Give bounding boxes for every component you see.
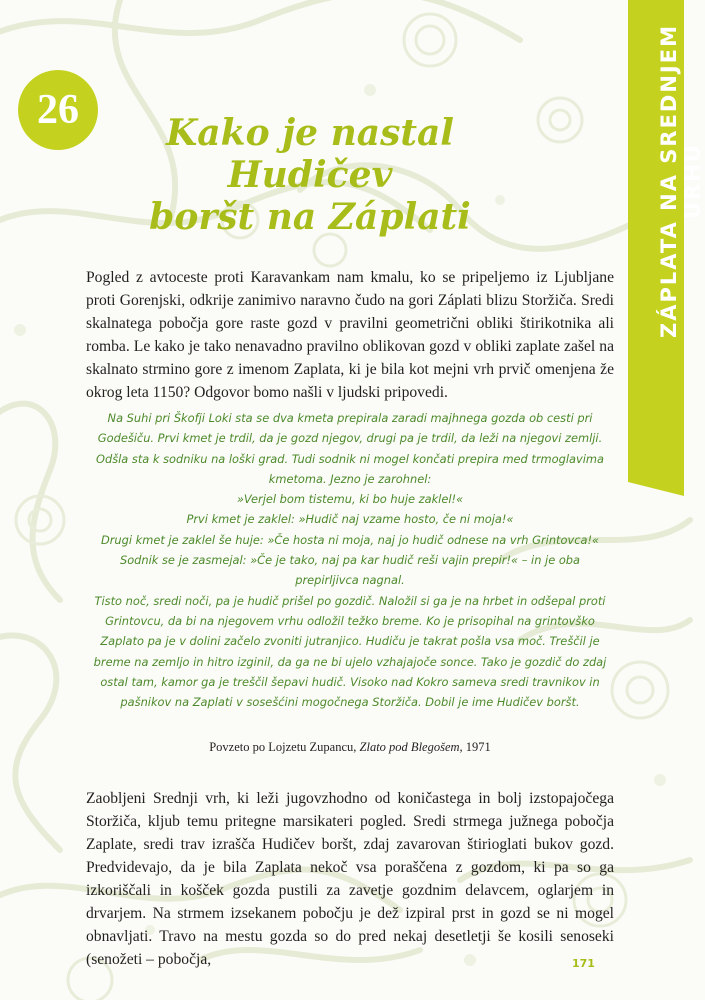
- quote-line: Sodnik se je zasmejal: »Če je tako, naj pa kar hudič reši vajin prepir!« – in je oba: [119, 553, 581, 568]
- quote-line: Tisto noč, sredi noči, pa je hudič prišel po gozdič. Naložil si ga je na hrbet in odšepal proti: [94, 593, 606, 608]
- quote-line: ostal tam, kamor ga je treščil šepavi hudič. Visoko nad Kokro sameva sredi travnikov in: [100, 674, 600, 689]
- credit-prefix: Povzeto po Lojzetu Zupancu,: [209, 740, 360, 754]
- quote-line: Zaplato pa je v dolini začelo zvoniti jutranjico. Hudiču je takrat pošla vsa moč. Treščil je: [100, 634, 600, 649]
- quote-line: prepirljivca nagnal.: [295, 573, 405, 588]
- title-line-2: boršt na Záplati: [149, 196, 471, 238]
- side-tab-label: ZÁPLATA NA SREDNJEM URHU: [657, 24, 705, 338]
- page-title: [100, 112, 520, 238]
- title-line-1: Kako je nastal Hudičev: [166, 112, 454, 196]
- credit-work-title: Zlato pod Blegošem: [359, 740, 460, 754]
- quote-line: pašnikov na Zaplati v sosešćini mogočnega Storžiča. Dobil je ime Hudičev boršt.: [120, 695, 580, 710]
- body-paragraph: Zaobljeni Srednji vrh, ki leži jugovzhodno od koničastega in bolj izstopajočega Storžiča, kljub temu pritegne marsikateri pogled. Sredi strmega južnega pobočja Zaplate, sredi trav izrašča Hudičev boršt, zdaj zavarovan štirioglati bukov gozd. Predvidevajo, da je bila Zaplata nekoč vsa poraščena z gozdom, ki pa so ga izkoriščali in košček gozda pustili za zavetje gozdnim delavcem, oglarjem in drvarjem. Na strmem izsekanem pobočju je dež izpiral prst in gozd se ni mogel obnavljati. Travo na mestu gozda so do pred nekaj desetletji še kosili senoseki (senožeti – pobočja,: [86, 790, 614, 968]
- folk-tale-quote: [76, 408, 624, 712]
- quote-line: kmetoma. Jezno je zarohnel:: [268, 471, 432, 486]
- chapter-number: 26: [37, 87, 79, 133]
- quote-line: Odšla sta k sodniku na loški grad. Tudi sodnik ni mogel končati prepira med trmoglavima: [96, 451, 604, 466]
- quote-line: Godešiču. Prvi kmet je trdil, da je gozd njegov, drugi pa je trdil, da leži na njegovi zemlji.: [97, 431, 603, 446]
- chapter-number-badge: [18, 70, 98, 150]
- page-number: 171: [572, 957, 595, 970]
- quote-line: Drugi kmet je zaklel še huje: »Če hosta ni moja, naj jo hudič odnese na vrh Grintovca!«: [100, 532, 600, 547]
- credit-year: , 1971: [459, 740, 491, 754]
- quote-line: »Verjel bom tistemu, ki bo huje zaklel!«: [236, 492, 464, 507]
- source-credit: [76, 740, 624, 755]
- quote-line: Na Suhi pri Škofji Loki sta se dva kmeta prepirala zaradi majhnega gozda ob cesti pri: [107, 411, 593, 425]
- quote-line: Prvi kmet je zaklel: »Hudič naj vzame hosto, če ni moja!«: [186, 512, 514, 527]
- intro-paragraph: Pogled z avtoceste proti Karavankam nam kmalu, ko se pripeljemo iz Ljubljane proti Gorenjski, odkrije zanimivo naravno čudo na gori Záplati blizu Storžiča. Sredi skalnatega pobočja gore raste gozd v pravilni geometrični obliki štirikotnika ali romba. Le kako je tako nenavadno pravilno oblikovan gozd v obliki zaplate zašel na skalnato strmino gore z imenom Zaplata, ki je bila kot mejni vrh prvič omenjena že okrog leta 1150? Odgovor bomo našli v ljudski pripovedi.: [86, 269, 614, 401]
- quote-line: Grintovcu, da bi na njegovem vrhu odložil težko breme. Ko je prisopihal na grintovško: [105, 613, 595, 628]
- quote-line: breme na zemljo in hitro izginil, da ga ne bi ujelo vzhajajoče sonce. Tako je gozdič do zdaj: [93, 654, 607, 669]
